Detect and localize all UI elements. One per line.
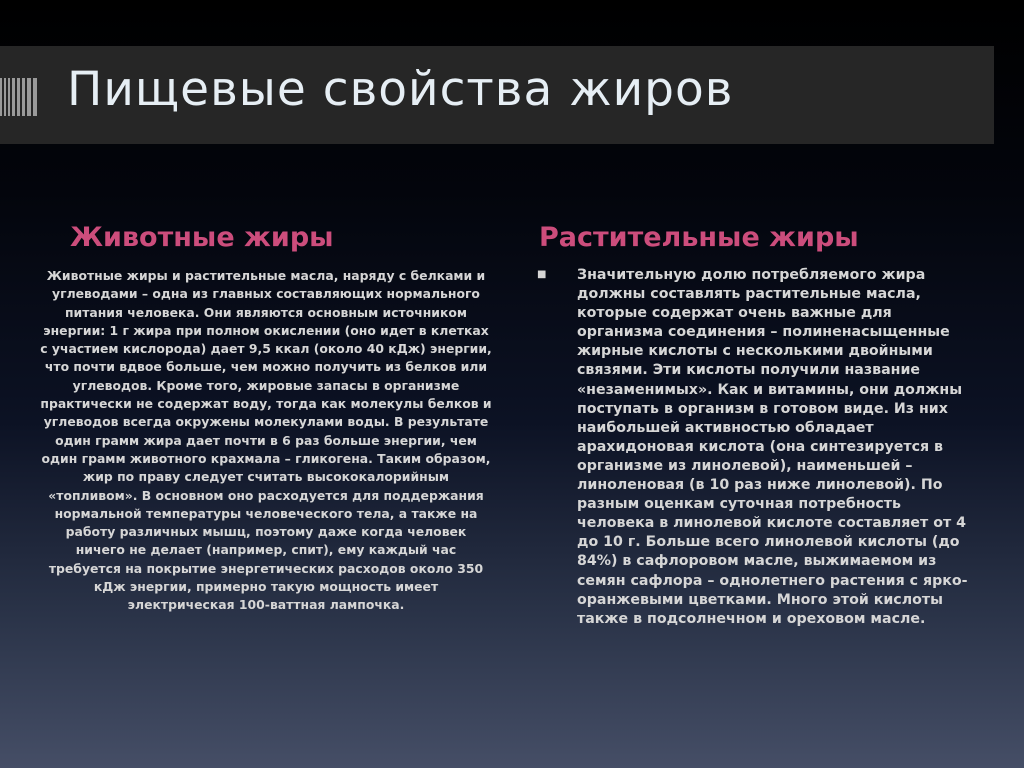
- square-bullet-icon: ■: [537, 269, 547, 280]
- vertical-stripes-icon: [0, 78, 38, 116]
- animal-fats-heading: Животные жиры: [70, 222, 334, 253]
- vegetable-fats-text: Значительную долю потребляемого жира должны составлять растительные масла, которые содержат очень важные для организма соединения – полиненасыщенные жирные кислоты с несколькими двойными связями. Эти кислоты получили название «незаменимых». Как и витамины, они должны поступать в организм в готовом виде. Из них наибольшей активностью обладает арахидоновая кислота (она синтезируется в организме из линолевой), наименьшей – линоленовая (в 10 раз ниже линолевой). По разным оценкам суточная потребность человека в линолевой кислоте составляет от 4 до 10 г. Больше всего линолевой кислоты (до 84%) в сафлоровом масле, выжимаемом из семян сафлора – однолетнего растения с ярко-оранжевыми цветками. Много этой кислоты также в подсолнечном и ореховом масле.: [577, 267, 968, 627]
- vegetable-fats-heading: Растительные жиры: [539, 222, 859, 253]
- animal-fats-text: Животные жиры и растительные масла, наряду с белками и углеводами – одна из главных составляющих нормального питания человека. Они являются основным источником энергии: 1 г жира при полном окислении (оно идет в клетках с участием кислорода) дает 9,5 ккал (около 40 кДж) энергии, что почти вдвое больше, чем можно получить из белков или углеводов. Кроме того, жировые запасы в организме практически не содержат воду, тогда как молекулы белков и углеводов всегда окружены молекулами воды. В результате один грамм жира дает почти в 6 раз больше энергии, чем один грамм животного крахмала – гликогена. Таким образом, жир по праву следует считать высококалорийным «топливом». В основном оно расходуется для поддержания нормальной температуры человеческого тела, а также на работу различных мышц, поэтому даже когда человек ничего не делает (например, спит), ему каждый час требуется на покрытие энергетических расходов около 350 кДж энергии, примерно такую мощность имеет электрическая 100-ваттная лампочка.: [40, 268, 492, 613]
- slide-title: Пищевые свойства жиров: [67, 62, 734, 117]
